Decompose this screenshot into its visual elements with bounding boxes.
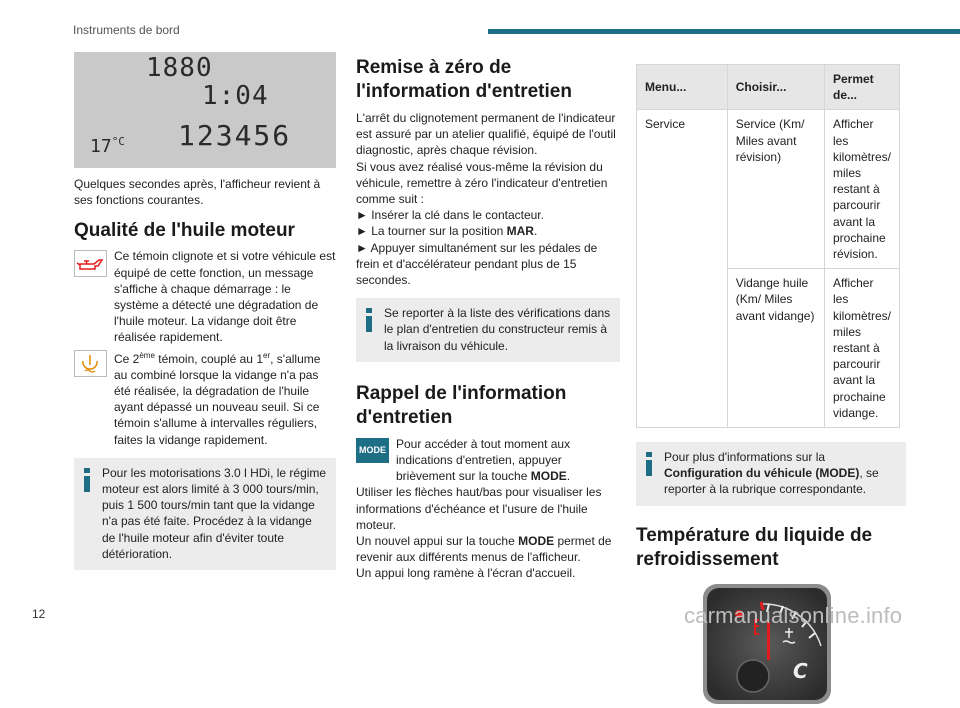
info-icon bbox=[646, 452, 652, 480]
table-cell: Service (Km/ Miles avant révision) bbox=[727, 110, 824, 269]
table-cell: Afficher les kilomètres/ miles restant à parcourir avant la prochaine révision. bbox=[824, 110, 899, 269]
page-number: 12 bbox=[32, 607, 46, 621]
gauge-cold-label: C bbox=[793, 658, 808, 683]
info-icon bbox=[84, 468, 90, 496]
header-title: Instruments de bord bbox=[73, 23, 180, 37]
reset-step-1: ► Insérer la clé dans le contacteur. bbox=[356, 208, 544, 223]
lcd-odometer: 123456 bbox=[178, 119, 292, 152]
table-header: Choisir... bbox=[727, 65, 824, 110]
lcd-row1: 1880 bbox=[146, 53, 213, 83]
column-middle bbox=[356, 52, 620, 582]
column-left bbox=[74, 52, 336, 570]
oil-can-icon bbox=[74, 250, 107, 277]
info-box-mode: Pour plus d'informations sur la Configuration du véhicule (MODE), se reporter à la rubrique correspondante. bbox=[636, 442, 906, 506]
oil-level-icon bbox=[74, 350, 107, 377]
mode-button-icon: MODE bbox=[356, 438, 389, 463]
oil-warning-paragraph-1: Ce témoin clignote et si votre véhicule est équipé de cette fonction, un message s'affiche à chaque démarrage : le système a détecté une dégradation de l'huile moteur. La vidange doit être réalisée rapidement. bbox=[74, 248, 336, 345]
header-accent-bar bbox=[488, 29, 960, 34]
info-box-checklist: Se reporter à la liste des vérifications dans le plan d'entretien du constructeur remis à la livraison du véhicule. bbox=[356, 298, 620, 362]
oil-quality-title: Qualité de l'huile moteur bbox=[74, 220, 295, 242]
reset-paragraph-2: Si vous avez réalisé vous-même la révision du véhicule, remettre à zéro l'indicateur d'entretien comme suit : bbox=[356, 159, 608, 207]
reset-paragraph-1: L'arrêt du clignotement permanent de l'indicateur est assuré par un atelier qualifié, équipé de l'outil diagnostic, après chaque révision. bbox=[356, 111, 616, 158]
maintenance-menu-table bbox=[636, 64, 900, 428]
table-cell: Afficher les kilomètres/ miles restant à parcourir avant la prochaine vidange. bbox=[824, 269, 899, 428]
reset-step-2: ► La tourner sur la position MAR. bbox=[356, 224, 538, 239]
watermark: carmanualsonline.info bbox=[684, 603, 903, 628]
lcd-row2: 1:04 bbox=[202, 81, 269, 111]
lcd-display-image bbox=[74, 52, 336, 168]
reset-title: Remise à zéro de l'information d'entretien bbox=[356, 57, 572, 102]
recall-paragraph-4: Un appui long ramène à l'écran d'accueil. bbox=[356, 566, 576, 581]
recall-paragraph-2: Utiliser les flèches haut/bas pour visualiser les informations d'échéance et l'usure de l'huile moteur. bbox=[356, 485, 602, 532]
coolant-temperature-title: Température du liquide de refroidissement bbox=[636, 524, 873, 570]
lcd-temperature: $17^{^\circ C}$ bbox=[90, 135, 125, 157]
recall-paragraph-3: Un nouvel appui sur la touche MODE permet de revenir aux différents menus de l'afficheur. bbox=[356, 534, 612, 565]
table-header: Permet de... bbox=[824, 65, 899, 110]
info-box-hdi: Pour les motorisations 3.0 l HDi, le régime moteur est alors limité à 3 000 tours/min, puis 1 500 tours/min tant que la vidange n'a pas été faite. Procédez à la vidange de l'huile moteur afin d'éviter toute détérioration. bbox=[74, 458, 336, 570]
after-text: Quelques secondes après, l'afficheur revient à ses fonctions courantes. bbox=[74, 177, 321, 208]
table-cell-menu: Service bbox=[637, 110, 728, 428]
table-cell: Vidange huile (Km/ Miles avant vidange) bbox=[727, 269, 824, 428]
recall-title: Rappel de l'information d'entretien bbox=[356, 382, 567, 428]
table-row bbox=[637, 110, 900, 269]
recall-paragraph-1: MODE Pour accéder à tout moment aux indications d'entretien, appuyer brièvement sur la touche MODE. bbox=[356, 436, 620, 485]
oil-warning-paragraph-2: Ce 2ème témoin, couplé au 1er, s'allume au combiné lorsque la vidange n'a pas été réalisée, la dégradation de l'huile ayant dépassé un nouveau seuil. Si ce témoin s'allume à intervalles réguliers, faites la vidange rapidement. bbox=[74, 348, 336, 448]
table-header: Menu... bbox=[637, 65, 728, 110]
info-icon bbox=[366, 308, 372, 336]
reset-step-3: ► Appuyer simultanément sur les pédales de frein et d'accélérateur pendant plus de 15 secondes. bbox=[356, 240, 598, 288]
